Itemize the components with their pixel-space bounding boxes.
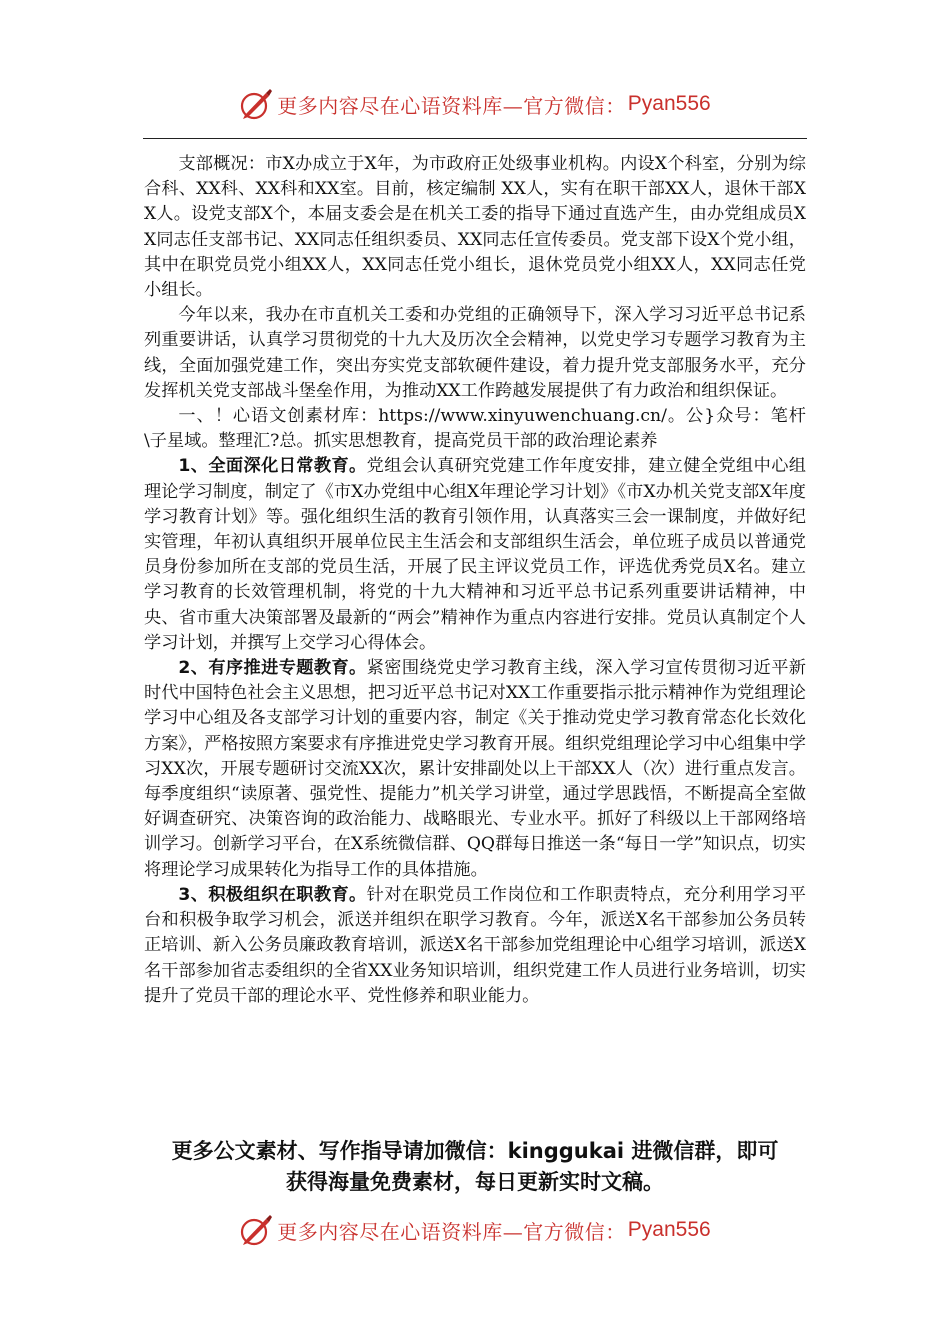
promo-line-1: 更多公文素材、写作指导请加微信：kinggukai 进微信群，即可	[171, 1139, 779, 1163]
pen-circle-logo-icon	[239, 87, 273, 121]
document-body	[144, 152, 806, 1009]
paragraph-daily-education	[144, 454, 806, 656]
item-lead-1: 1、全面深化日常教育。	[178, 456, 367, 477]
promo-line-2: 获得海量免费素材，每日更新实时文稿。	[286, 1170, 664, 1194]
pen-circle-logo-icon	[239, 1213, 273, 1247]
item-body-1: 党组会认真研究党建工作年度安排，建立健全党组中心组理论学习制度，制定了《市X办党组中心组X年理论学习计划》《市X办机关党支部X年度学习教育计划》等。强化组织生活的教育引领作用，认真落实三会一课制度，并做好纪实管理，年初认真组织开展单位民主生活会和支部组织生活会，单位班子成员以普通党员身份参加所在支部的党员生活，开展了民主评议党员工作，评选优秀党员X名。建立学习教育的长效管理机制，将党的十九大精神和习近平总书记系列重要讲话精神，中央、省市重大决策部署及最新的“两会”精神作为重点内容进行安排。党员认真制定个人学习计划，并撰写上交学习心得体会。	[144, 456, 806, 653]
header-banner	[0, 84, 950, 124]
section-heading-1: 一、！心语文创素材库：https://www.xinyuwenchuang.cn/。公}众号：笔杆\子星域。整理汇?总。抓实思想教育，提高党员干部的政治理论素养	[144, 406, 806, 452]
footer-banner	[0, 1210, 950, 1250]
item-lead-3: 3、积极组织在职教育。	[178, 884, 367, 905]
paragraph-special-education	[144, 656, 806, 883]
paragraph-onjob-education	[144, 883, 806, 1009]
item-body-2: 紧密围绕党史学习教育主线，深入学习宣传贯彻习近平新时代中国特色社会主义思想，把习近平总书记对XX工作重要指示批示精神作为党组理论学习中心组及各支部学习计划的重要内容，制定《关于推动党史学习教育常态化长效化方案》，严格按照方案要求有序推进党史学习教育开展。组织党组理论学习中心组集中学习XX次，开展专题研讨交流XX次，累计安排副处以上干部XX人（次）进行重点发言。每季度组织“读原著、强党性、提能力”机关学习讲堂，通过学思践悟，不断提高全室做好调查研究、决策咨询的政治能力、战略眼光、专业水平。抓好了科级以上干部网络培训学习。创新学习平台，在X系统微信群、QQ群每日推送一条“每日一学”知识点，切实将理论学习成果转化为指导工作的具体措施。	[144, 658, 806, 880]
paragraph-intro: 今年以来，我办在市直机关工委和办党组的正确领导下，深入学习习近平总书记系列重要讲话，认真学习贯彻党的十九大及历次全会精神，以党史学习专题学习教育为主线，全面加强党建工作，突出夯实党支部软硬件建设，着力提升党支部服务水平，充分发挥机关党支部战斗堡垒作用，为推动XX工作跨越发展提供了有力政治和组织保证。	[144, 305, 806, 401]
header-banner-text: 更多内容尽在心语资料库—官方微信：	[277, 93, 626, 118]
item-body-3: 针对在职党员工作岗位和工作职责特点，充分利用学习平台和积极争取学习机会，派送并组织在职学习教育。今年，派送X名干部参加公务员转正培训、新入公务员廉政教育培训，派送X名干部参加党组理论中心组学习培训，派送X名干部参加省志委组织的全省XX业务知识培训，组织党建工作人员进行业务培训，切实提升了党员干部的理论水平、党性修养和职业能力。	[144, 884, 806, 1006]
footer-banner-account: Pyan556	[627, 1218, 711, 1241]
paragraph-overview: 支部概况：市X办成立于X年，为市政府正处级事业机构。内设X个科室，分别为综合科、XX科、XX科和XX室。目前，核定编制 XX人，实有在职干部XX人，退休干部XX人。设党支部X个，本届支委会是在机关工委的指导下通过直选产生，由办党组成员XX同志任支部书记、XX同志任组织委员、XX同志任宣传委员。党支部下设X个党小组，其中在职党员党小组XX人，XX同志任党小组长，退休党员党小组XX人，XX同志任党小组长。	[144, 154, 806, 301]
header-divider	[143, 138, 807, 139]
item-lead-2: 2、有序推进专题教育。	[178, 658, 367, 679]
promo-notice	[120, 1136, 830, 1198]
header-banner-account: Pyan556	[627, 92, 711, 115]
footer-banner-text: 更多内容尽在心语资料库—官方微信：	[277, 1219, 626, 1244]
